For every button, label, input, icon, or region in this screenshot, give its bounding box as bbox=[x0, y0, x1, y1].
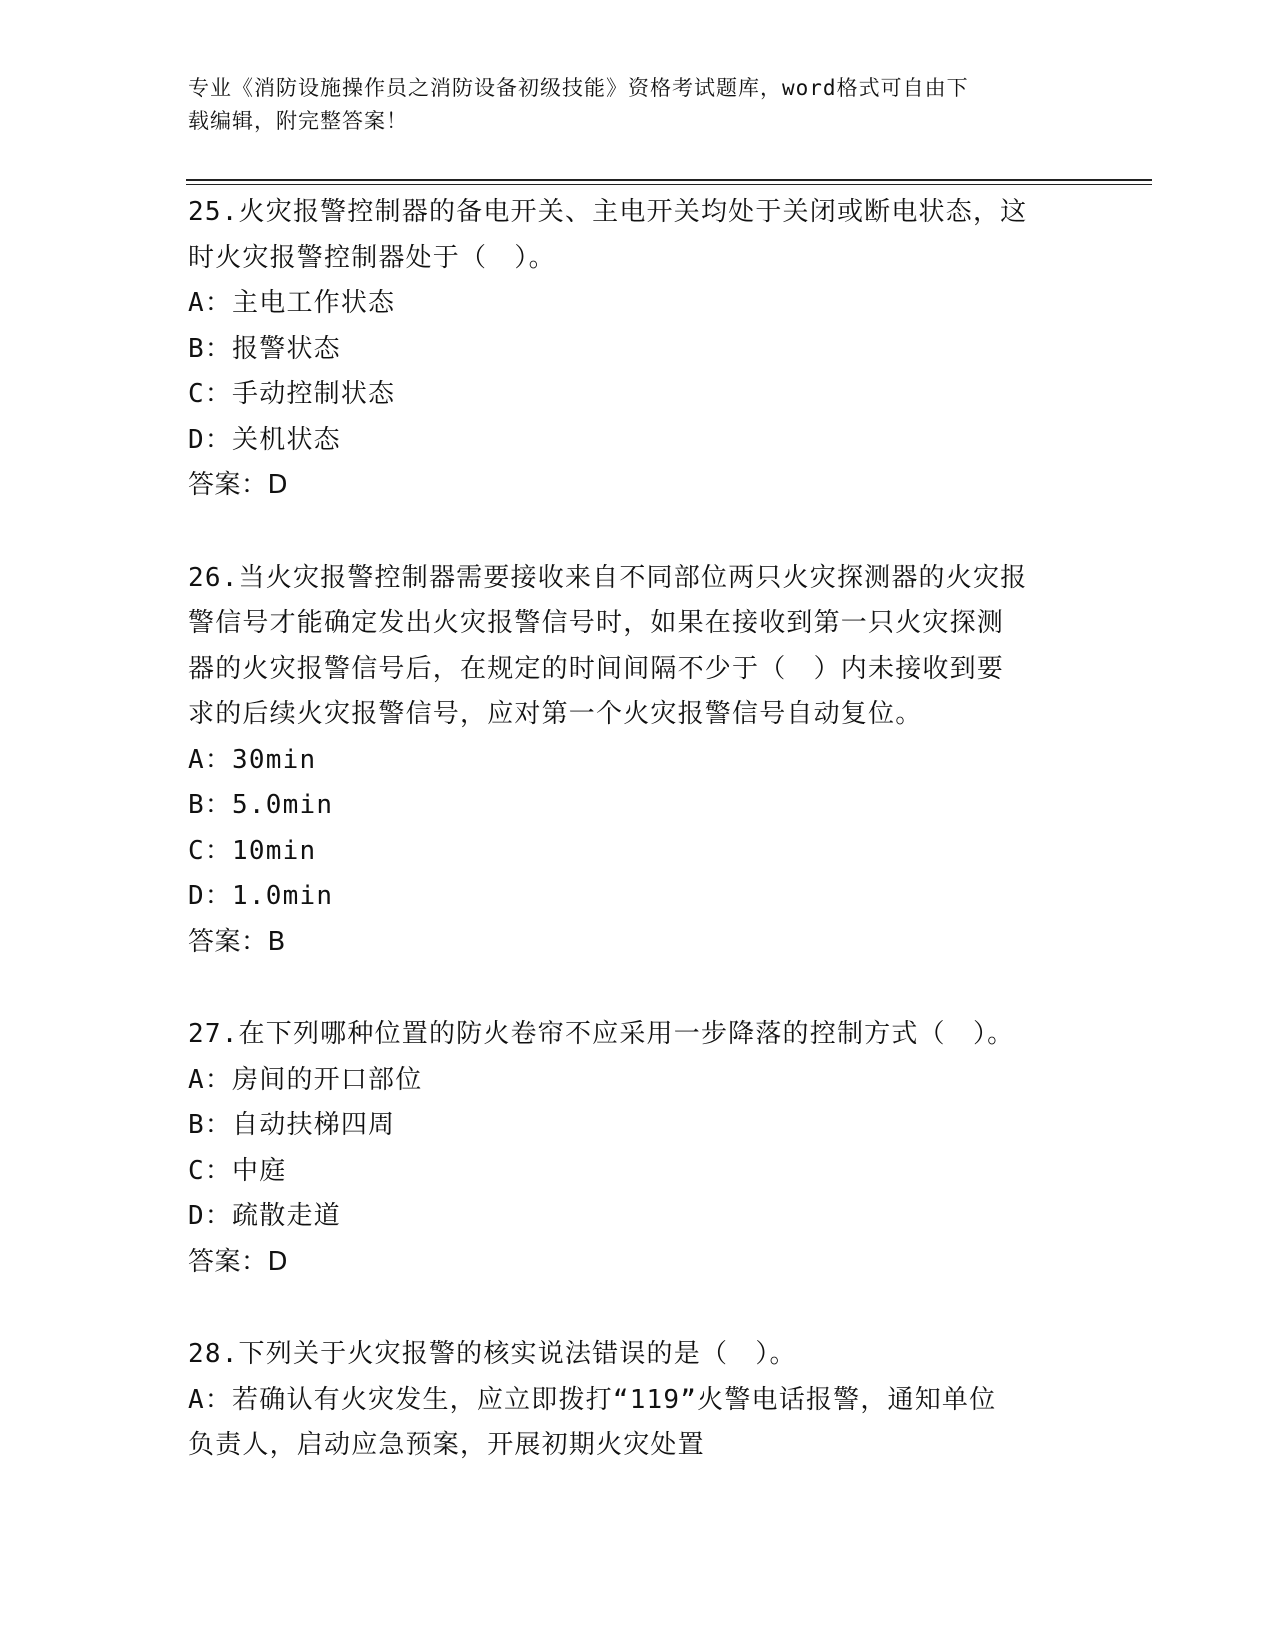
option-c: C：10min bbox=[188, 835, 317, 866]
question-text-line: 27.在下列哪种位置的防火卷帘不应采用一步降落的控制方式（ ）。 bbox=[188, 1019, 1015, 1049]
header-divider-thick bbox=[186, 179, 1152, 181]
option-d: D：关机状态 bbox=[188, 424, 341, 455]
header-line-2: 载编辑，附完整答案！ bbox=[188, 109, 408, 133]
option-b: B：报警状态 bbox=[188, 333, 341, 364]
question-text-line: 28.下列关于火灾报警的核实说法错误的是（ ）。 bbox=[188, 1339, 797, 1369]
header-line-1: 专业《消防设施操作员之消防设备初级技能》资格考试题库，word格式可自由下 bbox=[188, 76, 969, 100]
option-c: C：中庭 bbox=[188, 1155, 287, 1186]
option-a: A：房间的开口部位 bbox=[188, 1064, 423, 1095]
answer-text: 答案：B bbox=[188, 926, 286, 957]
option-b: B：5.0min bbox=[188, 790, 334, 820]
question-text-line: 时火灾报警控制器处于（ ）。 bbox=[188, 242, 556, 273]
question-26 bbox=[188, 556, 1088, 966]
question-list bbox=[188, 190, 1088, 1516]
question-28 bbox=[188, 1332, 1088, 1469]
option-d: D：1.0min bbox=[188, 881, 334, 911]
question-text-line: 25.火灾报警控制器的备电开关、主电开关均处于关闭或断电状态，这 bbox=[188, 197, 1028, 227]
answer-text: 答案：D bbox=[188, 470, 289, 500]
option-a: A：30min bbox=[188, 744, 317, 775]
option-a-continued: 负责人，启动应急预案，开展初期火灾处置 bbox=[188, 1430, 705, 1460]
question-text-line: 26.当火灾报警控制器需要接收来自不同部位两只火灾探测器的火灾报 bbox=[188, 562, 1028, 593]
question-text-line: 求的后续火灾报警信号，应对第一个火灾报警信号自动复位。 bbox=[188, 699, 923, 729]
option-c: C：手动控制状态 bbox=[188, 379, 396, 409]
option-a: A：若确认有火灾发生，应立即拨打“119”火警电话报警，通知单位 bbox=[188, 1384, 997, 1415]
question-text-line: 警信号才能确定发出火灾报警信号时，如果在接收到第一只火灾探测 bbox=[188, 608, 1005, 638]
question-text-line: 器的火灾报警信号后，在规定的时间间隔不少于（ ）内未接收到要 bbox=[188, 653, 1005, 684]
option-b: B：自动扶梯四周 bbox=[188, 1110, 396, 1140]
header-divider-thin bbox=[186, 184, 1152, 185]
answer-text: 答案：D bbox=[188, 1246, 289, 1277]
question-27 bbox=[188, 1012, 1088, 1285]
option-a: A：主电工作状态 bbox=[188, 288, 396, 318]
document-header bbox=[188, 72, 1068, 138]
option-d: D：疏散走道 bbox=[188, 1201, 341, 1231]
question-25 bbox=[188, 190, 1088, 509]
